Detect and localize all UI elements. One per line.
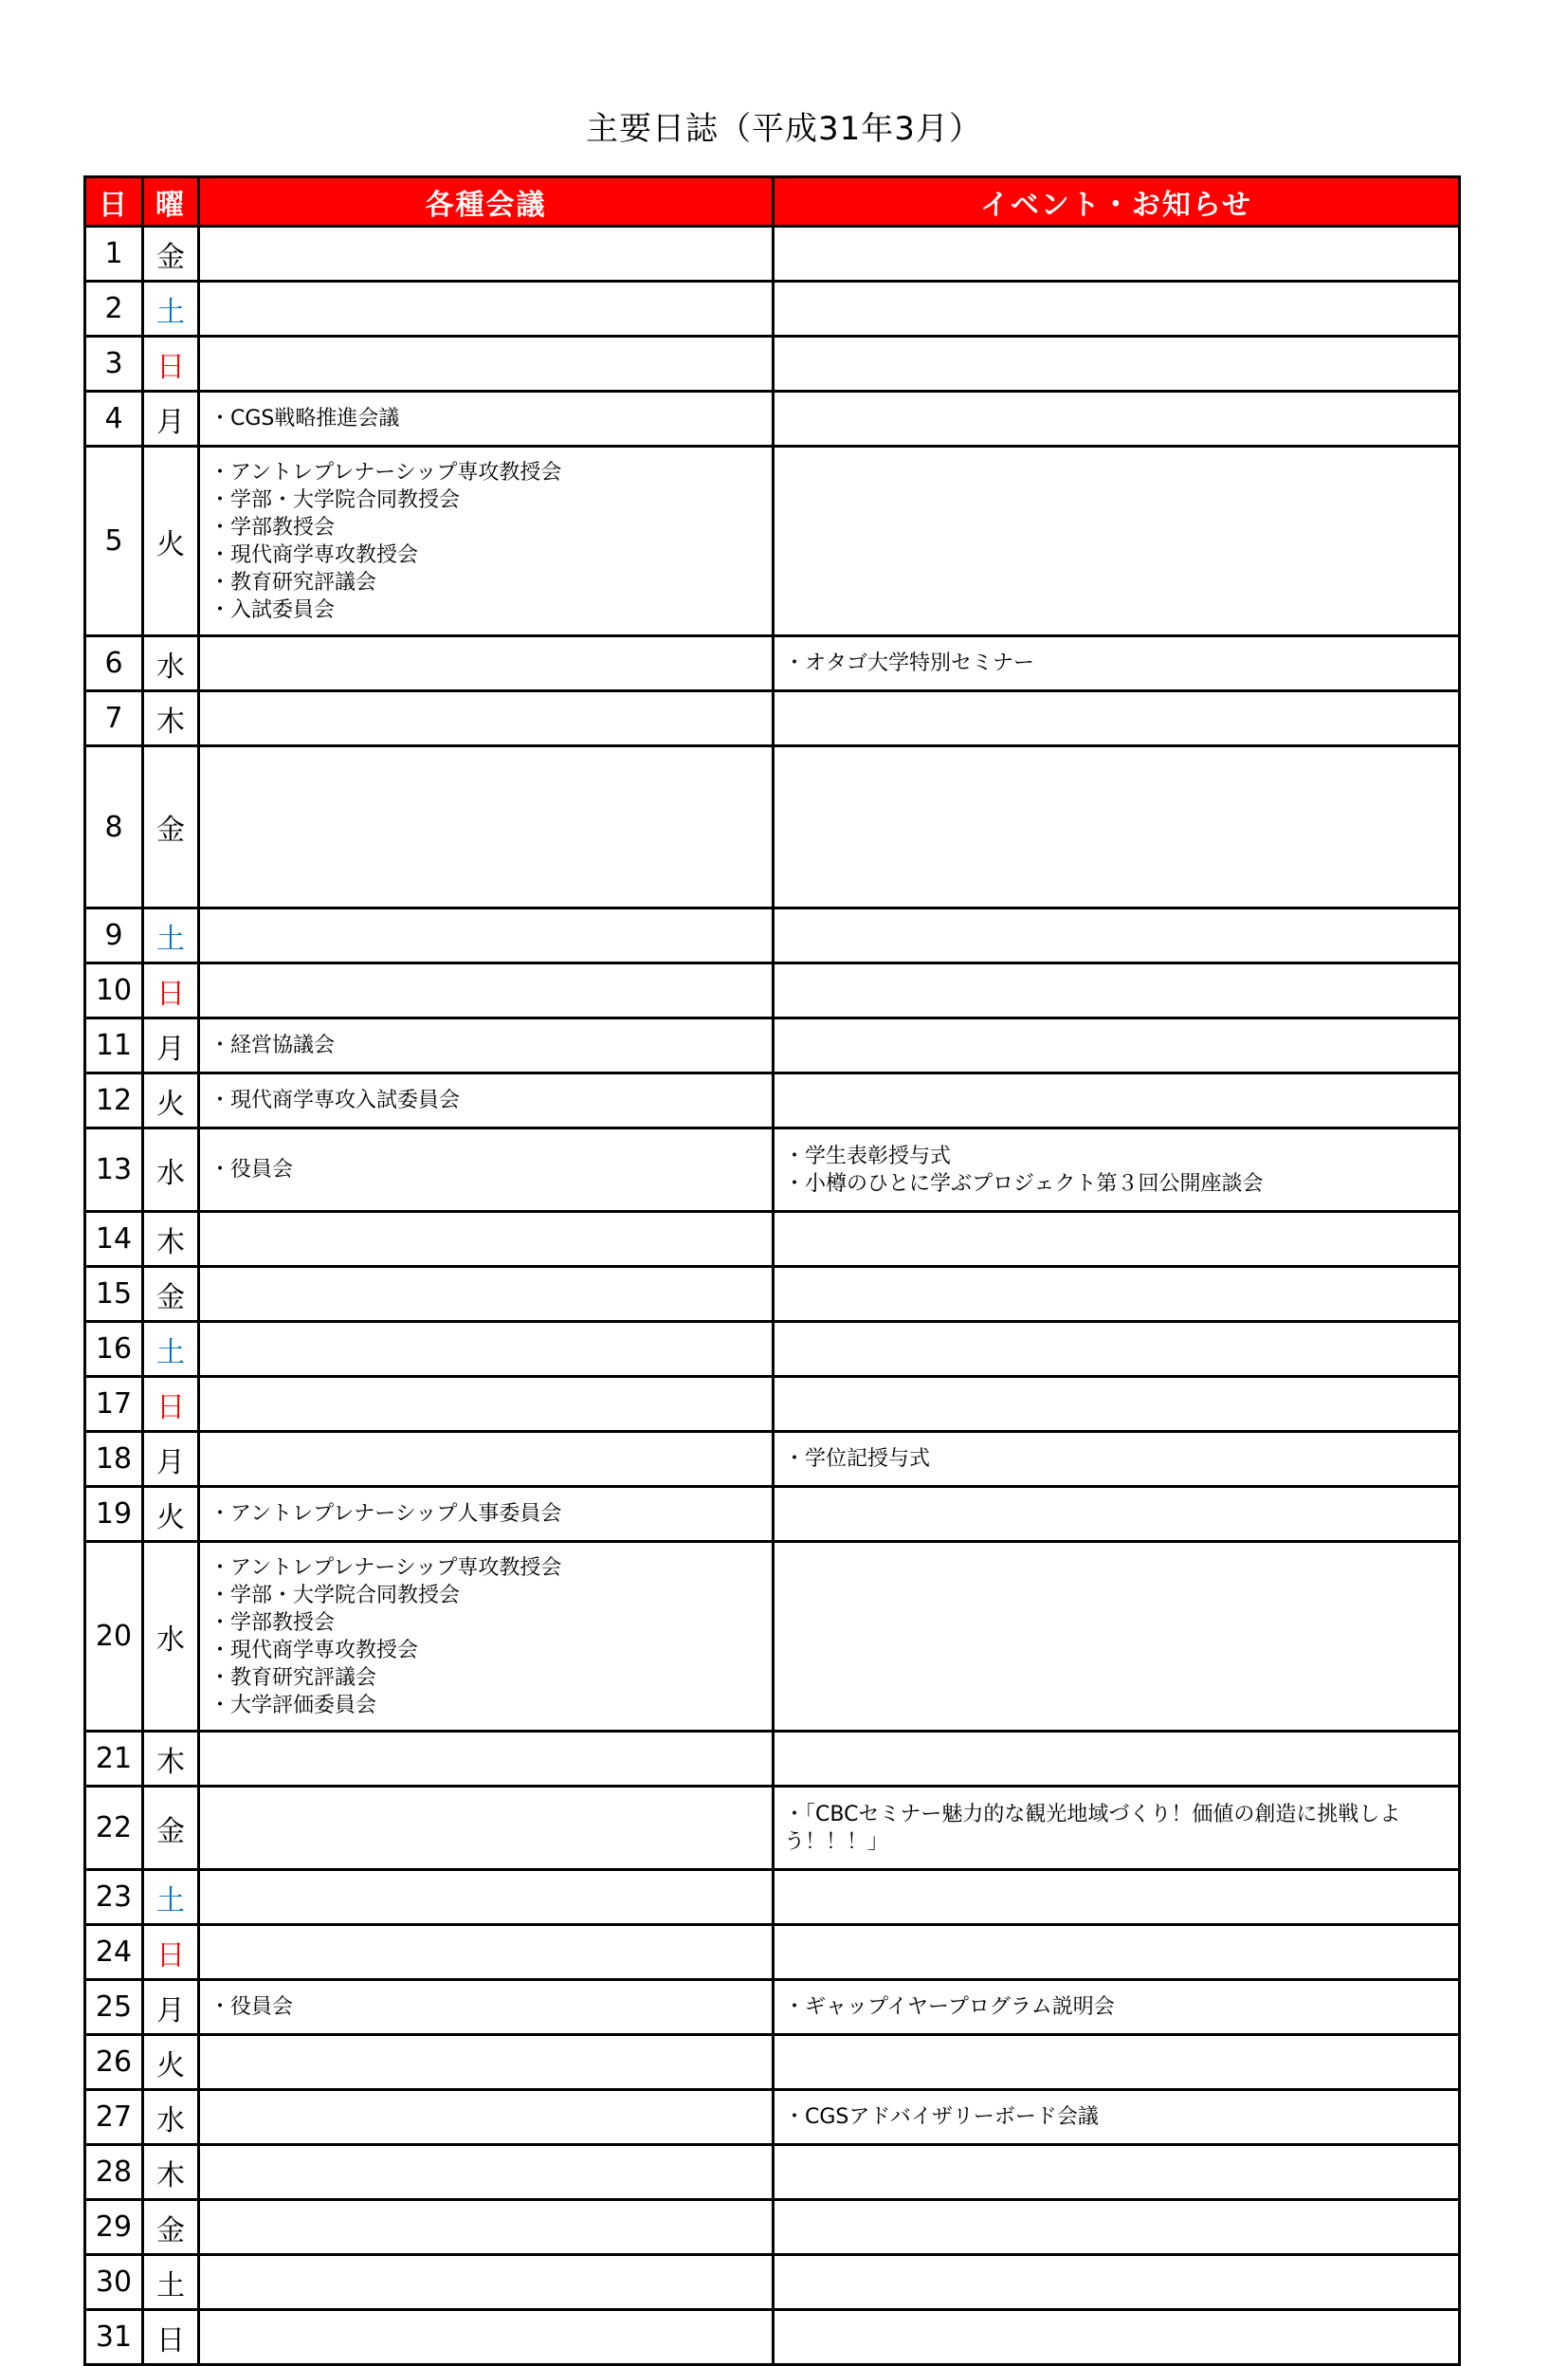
day-cell: 19 (85, 1487, 143, 1542)
weekday-cell: 月 (143, 1432, 199, 1487)
table-row (85, 691, 1460, 746)
day-cell: 15 (85, 1267, 143, 1322)
meetings-cell (199, 908, 774, 963)
day-cell: 2 (85, 282, 143, 337)
meeting-item: ・現代商学専攻入試委員会 (210, 1089, 461, 1112)
header-row (85, 177, 1460, 227)
events-cell (774, 1487, 1460, 1542)
meeting-item: ・アントレプレナーシップ専攻教授会 (210, 460, 562, 485)
day-cell: 25 (85, 1980, 143, 2035)
meetings-cell (199, 282, 774, 337)
day-cell: 22 (85, 1787, 143, 1870)
meetings-cell (199, 2145, 774, 2200)
weekday-cell: 月 (143, 1018, 199, 1073)
weekday-cell: 金 (143, 227, 199, 282)
weekday-cell: 金 (143, 1267, 199, 1322)
meeting-item: ・アントレプレナーシップ専攻教授会 (210, 1555, 562, 1580)
meetings-cell (199, 1377, 774, 1432)
day-cell: 20 (85, 1542, 143, 1732)
table-row (85, 1980, 1460, 2035)
day-cell: 1 (85, 227, 143, 282)
weekday-cell: 水 (143, 1542, 199, 1732)
table-row (85, 2310, 1460, 2365)
events-cell (774, 2035, 1460, 2090)
day-cell: 28 (85, 2145, 143, 2200)
weekday-cell: 日 (143, 337, 199, 392)
day-cell: 23 (85, 1870, 143, 1925)
meeting-item: ・現代商学専攻教授会 (210, 1638, 419, 1662)
day-cell: 3 (85, 337, 143, 392)
table-row (85, 447, 1460, 636)
weekday-cell: 日 (143, 1377, 199, 1432)
meetings-cell (199, 2035, 774, 2090)
meetings-cell (199, 1487, 774, 1542)
events-cell (774, 1267, 1460, 1322)
table-row (85, 1870, 1460, 1925)
table-row (85, 337, 1460, 392)
table-row (85, 392, 1460, 447)
weekday-cell: 木 (143, 1732, 199, 1787)
meeting-item: ・役員会 (210, 1995, 294, 2019)
events-cell (774, 2310, 1460, 2365)
meeting-item: ・学部・大学院合同教授会 (210, 487, 461, 512)
events-cell (774, 337, 1460, 392)
events-cell (774, 1432, 1460, 1487)
weekday-cell: 水 (143, 636, 199, 691)
event-item: ・学生表彰授与式 (784, 1144, 952, 1168)
events-cell (774, 746, 1460, 908)
header-meetings: 各種会議 (199, 177, 774, 227)
meeting-item: ・経営協議会 (210, 1034, 336, 1057)
journal-body (85, 227, 1460, 2365)
events-cell (774, 2145, 1460, 2200)
weekday-cell: 土 (143, 1322, 199, 1377)
meetings-cell (199, 1212, 774, 1267)
events-cell (774, 1377, 1460, 1432)
day-cell: 24 (85, 1925, 143, 1980)
table-row (85, 1018, 1460, 1073)
meetings-cell (199, 227, 774, 282)
table-row (85, 746, 1460, 908)
header-day: 日 (85, 177, 143, 227)
table-row (85, 963, 1460, 1018)
table-row (85, 908, 1460, 963)
events-cell (774, 1018, 1460, 1073)
weekday-cell: 月 (143, 1980, 199, 2035)
header-events: イベント・お知らせ (774, 177, 1460, 227)
meeting-item: ・現代商学専攻教授会 (210, 542, 419, 567)
events-cell (774, 1787, 1460, 1870)
events-cell (774, 1732, 1460, 1787)
weekday-cell: 日 (143, 1925, 199, 1980)
weekday-cell: 金 (143, 2200, 199, 2255)
header-weekday: 曜 (143, 177, 199, 227)
table-row (85, 2035, 1460, 2090)
event-item: ・小樽のひとに学ぶプロジェクト第３回公開座談会 (784, 1171, 1264, 1196)
events-cell (774, 1128, 1460, 1212)
weekday-cell: 水 (143, 1128, 199, 1212)
table-row (85, 227, 1460, 282)
weekday-cell: 月 (143, 392, 199, 447)
meeting-item: ・学部教授会 (210, 515, 336, 540)
events-cell (774, 282, 1460, 337)
table-row (85, 1377, 1460, 1432)
weekday-cell: 火 (143, 1487, 199, 1542)
meetings-cell (199, 392, 774, 447)
events-cell (774, 2200, 1460, 2255)
meeting-item: ・CGS戦略推進会議 (210, 407, 400, 431)
day-cell: 11 (85, 1018, 143, 1073)
events-cell (774, 1212, 1460, 1267)
weekday-cell: 金 (143, 746, 199, 908)
day-cell: 30 (85, 2255, 143, 2310)
meetings-cell (199, 691, 774, 746)
table-row (85, 2200, 1460, 2255)
events-cell (774, 227, 1460, 282)
meetings-cell (199, 1542, 774, 1732)
day-cell: 10 (85, 963, 143, 1018)
table-row (85, 1267, 1460, 1322)
table-row (85, 1073, 1460, 1128)
meetings-cell (199, 1732, 774, 1787)
day-cell: 4 (85, 392, 143, 447)
weekday-cell: 木 (143, 2145, 199, 2200)
table-row (85, 1487, 1460, 1542)
meetings-cell (199, 2310, 774, 2365)
table-row (85, 282, 1460, 337)
meetings-cell (199, 1870, 774, 1925)
day-cell: 6 (85, 636, 143, 691)
day-cell: 18 (85, 1432, 143, 1487)
events-cell (774, 963, 1460, 1018)
table-row (85, 1432, 1460, 1487)
meeting-item: ・教育研究評議会 (210, 570, 377, 595)
events-cell (774, 908, 1460, 963)
day-cell: 21 (85, 1732, 143, 1787)
event-item: ・オタゴ大学特別セミナー (784, 651, 1035, 675)
weekday-cell: 火 (143, 1073, 199, 1128)
meetings-cell (199, 2090, 774, 2145)
weekday-cell: 木 (143, 1212, 199, 1267)
journal-table (83, 175, 1461, 2366)
weekday-cell: 日 (143, 2310, 199, 2365)
meetings-cell (199, 746, 774, 908)
meetings-cell (199, 1432, 774, 1487)
table-row (85, 1322, 1460, 1377)
day-cell: 27 (85, 2090, 143, 2145)
weekday-cell: 木 (143, 691, 199, 746)
meeting-item: ・入試委員会 (210, 597, 336, 622)
meetings-cell (199, 1128, 774, 1212)
meetings-cell (199, 1980, 774, 2035)
meetings-cell (199, 1018, 774, 1073)
events-cell (774, 1870, 1460, 1925)
event-item: ・ギャップイヤープログラム説明会 (784, 1995, 1115, 2019)
meetings-cell (199, 1073, 774, 1128)
event-item: ・「CBCセミナー魅力的な観光地域づくり！価値の創造に挑戦しよう！！！」 (784, 1802, 1401, 1854)
day-cell: 14 (85, 1212, 143, 1267)
table-row (85, 1732, 1460, 1787)
events-cell (774, 2090, 1460, 2145)
events-cell (774, 1980, 1460, 2035)
page-title: 主要日誌（平成31年3月） (586, 110, 982, 148)
weekday-cell: 火 (143, 447, 199, 636)
meeting-item: ・学部教授会 (210, 1610, 336, 1635)
weekday-cell: 水 (143, 2090, 199, 2145)
events-cell (774, 1073, 1460, 1128)
weekday-cell: 土 (143, 282, 199, 337)
meetings-cell (199, 963, 774, 1018)
meeting-item: ・学部・大学院合同教授会 (210, 1583, 461, 1607)
meetings-cell (199, 1787, 774, 1870)
meeting-item: ・役員会 (210, 1158, 294, 1182)
weekday-cell: 土 (143, 2255, 199, 2310)
events-cell (774, 392, 1460, 447)
meetings-cell (199, 447, 774, 636)
day-cell: 9 (85, 908, 143, 963)
table-row (85, 2145, 1460, 2200)
weekday-cell: 日 (143, 963, 199, 1018)
weekday-cell: 火 (143, 2035, 199, 2090)
table-row (85, 1787, 1460, 1870)
meetings-cell (199, 1322, 774, 1377)
meetings-cell (199, 1267, 774, 1322)
meetings-cell (199, 2255, 774, 2310)
weekday-cell: 土 (143, 1870, 199, 1925)
meetings-cell (199, 1925, 774, 1980)
events-cell (774, 1925, 1460, 1980)
day-cell: 7 (85, 691, 143, 746)
day-cell: 31 (85, 2310, 143, 2365)
events-cell (774, 1542, 1460, 1732)
table-row (85, 2090, 1460, 2145)
events-cell (774, 691, 1460, 746)
meeting-item: ・大学評価委員会 (210, 1693, 377, 1717)
events-cell (774, 636, 1460, 691)
day-cell: 8 (85, 746, 143, 908)
meetings-cell (199, 636, 774, 691)
day-cell: 26 (85, 2035, 143, 2090)
events-cell (774, 2255, 1460, 2310)
meeting-item: ・アントレプレナーシップ人事委員会 (210, 1502, 562, 1526)
weekday-cell: 土 (143, 908, 199, 963)
day-cell: 5 (85, 447, 143, 636)
day-cell: 13 (85, 1128, 143, 1212)
events-cell (774, 1322, 1460, 1377)
day-cell: 17 (85, 1377, 143, 1432)
table-row (85, 1542, 1460, 1732)
meetings-cell (199, 2200, 774, 2255)
table-row (85, 1212, 1460, 1267)
event-item: ・学位記授与式 (784, 1447, 931, 1471)
table-row (85, 2255, 1460, 2310)
event-item: ・CGSアドバイザリーボード会議 (784, 2105, 1099, 2129)
table-row (85, 1925, 1460, 1980)
weekday-cell: 金 (143, 1787, 199, 1870)
events-cell (774, 447, 1460, 636)
day-cell: 12 (85, 1073, 143, 1128)
table-row (85, 636, 1460, 691)
day-cell: 29 (85, 2200, 143, 2255)
table-row (85, 1128, 1460, 1212)
meetings-cell (199, 337, 774, 392)
meeting-item: ・教育研究評議会 (210, 1665, 377, 1690)
day-cell: 16 (85, 1322, 143, 1377)
